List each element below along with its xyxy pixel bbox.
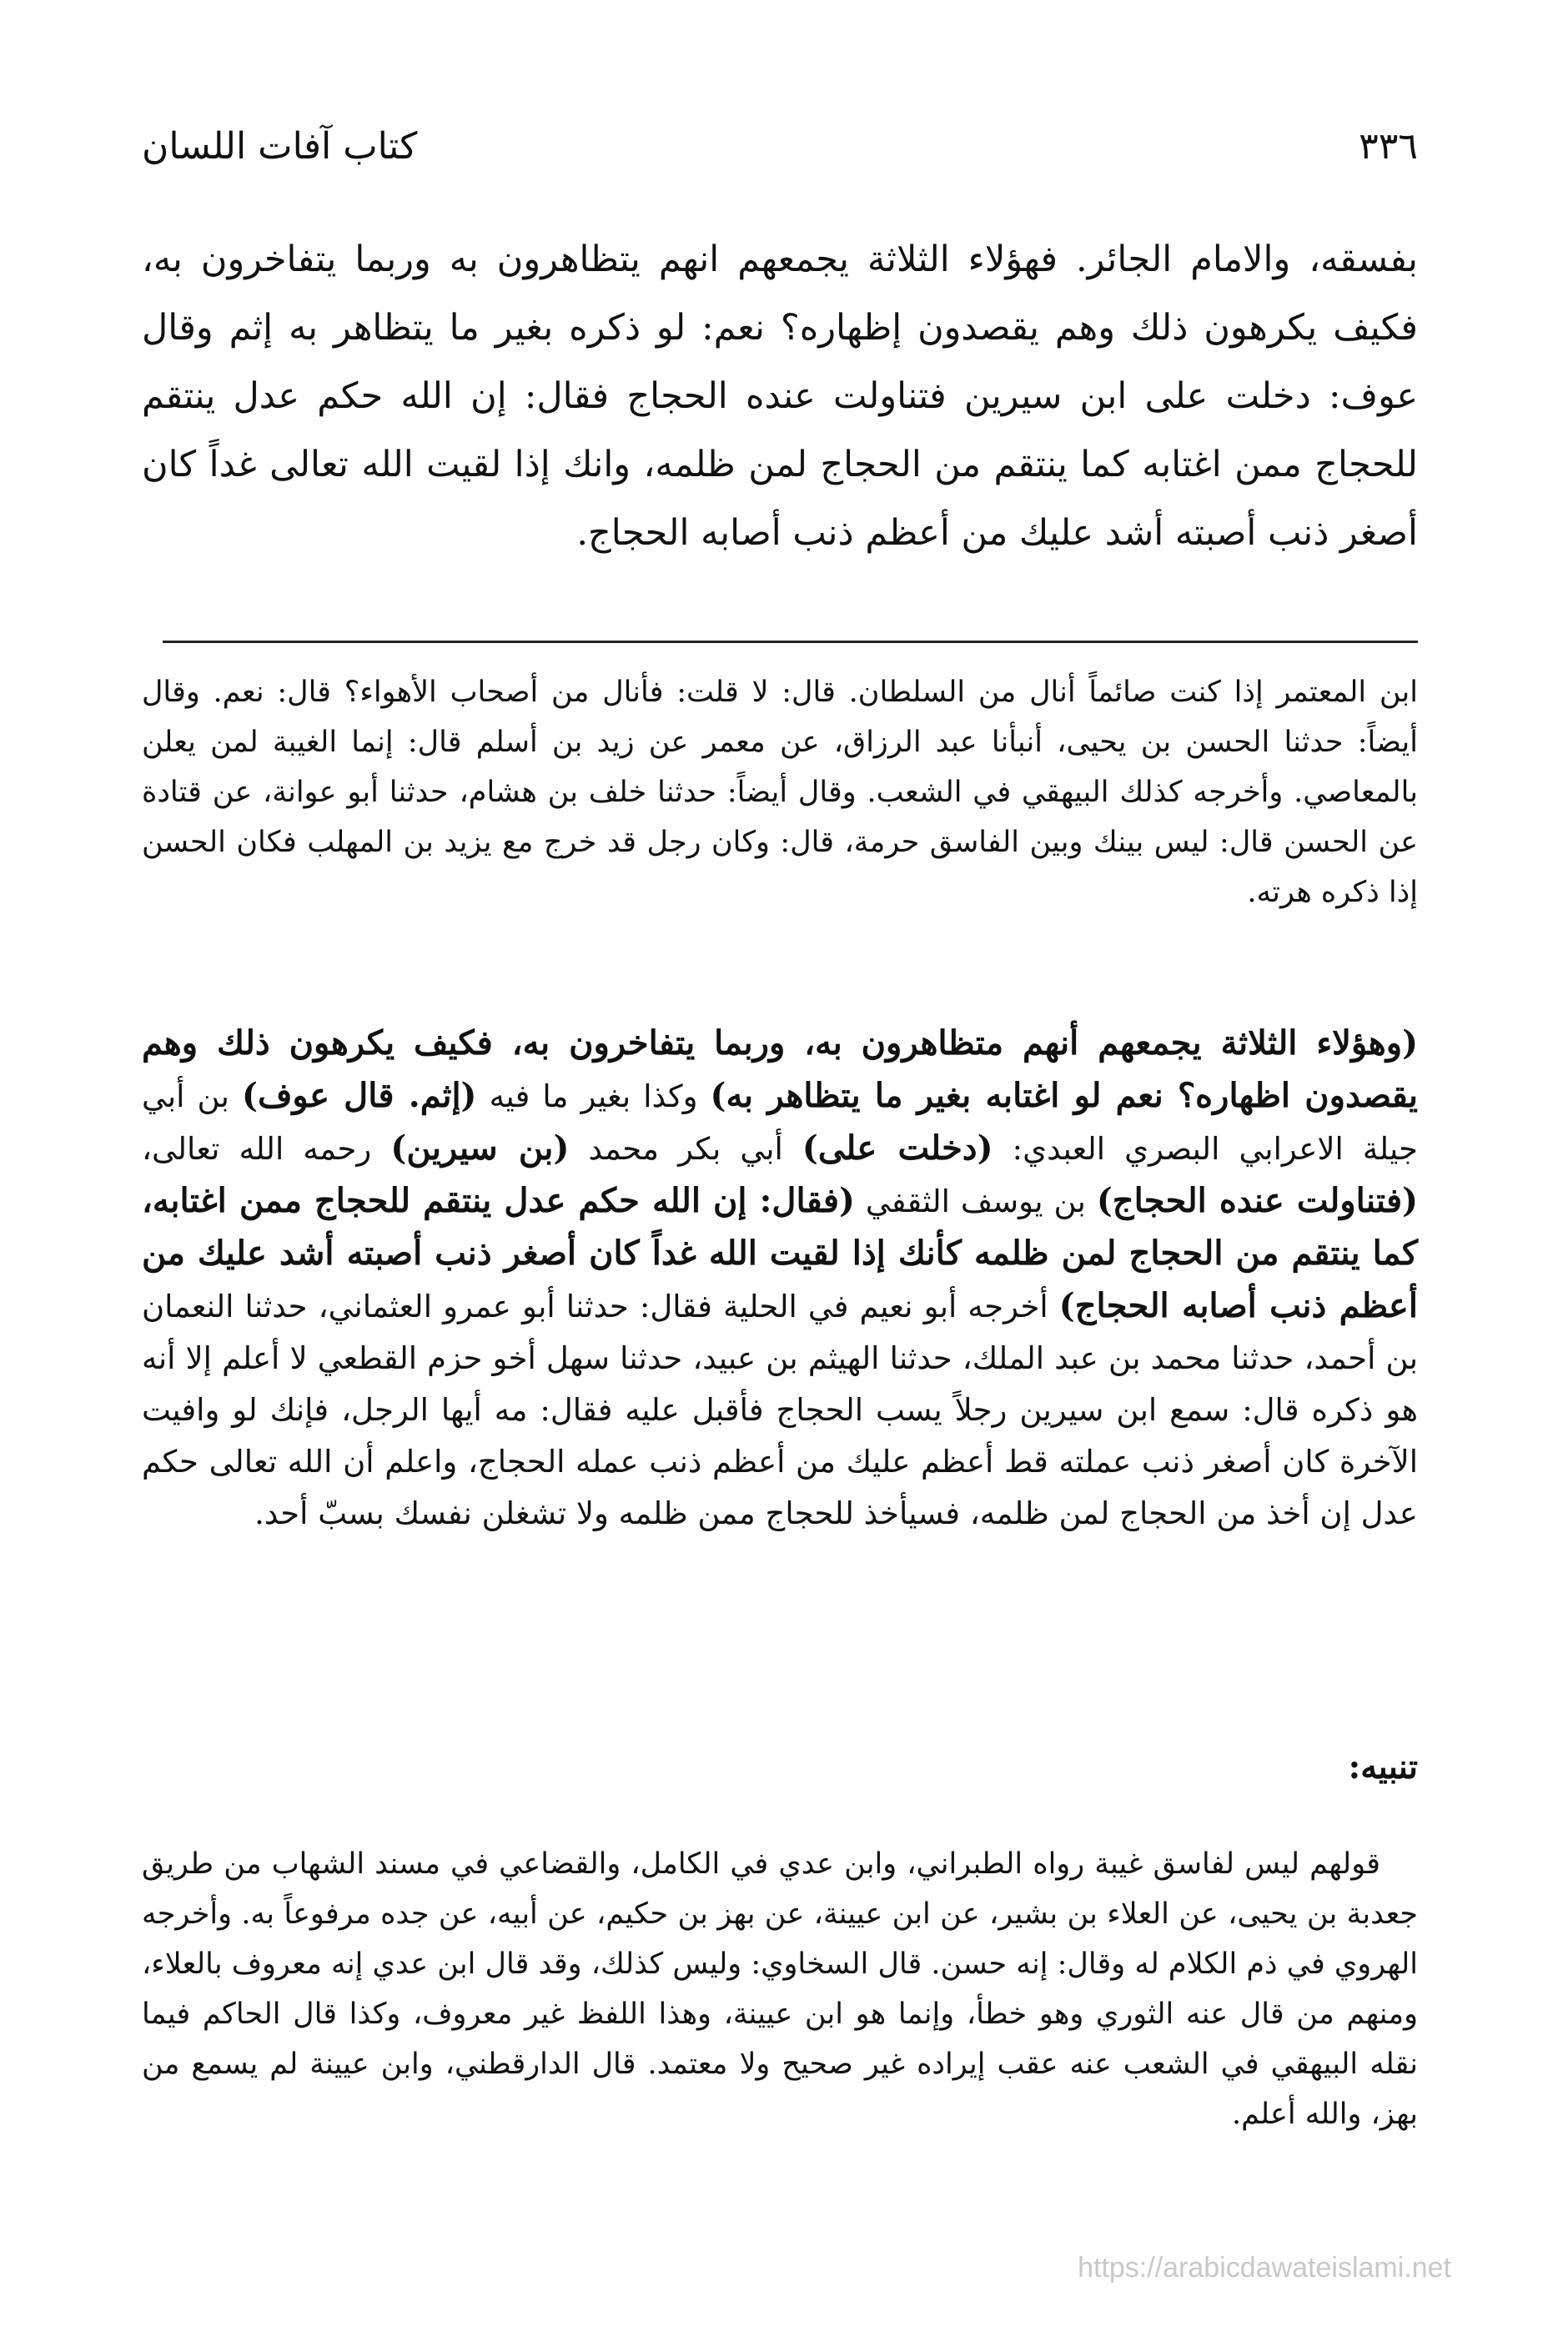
page-header	[142, 125, 1418, 183]
book-title: كتاب آفات اللسان	[142, 125, 418, 168]
commentary-span: بن أبي جيلة الاعرابي البصري العبدي:	[142, 1078, 1418, 1167]
quoted-text: (دخلت على)	[802, 1128, 993, 1168]
commentary-span: وكذا بغير ما فيه	[476, 1078, 711, 1114]
footnote-text: ابن المعتمر إذا كنت صائماً أنال من السلطان. قال: لا قلت: فأنال من أصحاب الأهواء؟ قال: نعم. وقال أيضاً: حدثنا الحسن بن يحيى، أنبأنا عبد الرزاق، عن معمر عن زيد بن أسلم قال: إنما الغيبة لمن يعلن بالمعاصي. وأخرجه كذلك البيهقي في الشعب. وقال أيضاً: حدثنا خلف بن هشام، حدثنا أبو عوانة، عن قتادة عن الحسن قال: ليس بينك وبين الفاسق حرمة، قال: وكان رجل قد خرج مع يزيد بن المهلب فكان الحسن إذا ذكره هرته.	[142, 676, 1418, 909]
main-text: بفسقه، والامام الجائر. فهؤلاء الثلاثة يجمعهم انهم يتظاهرون به وربما يتفاخرون به، فكيف يكرهون ذلك وهم يقصدون إظهاره؟ نعم: لو ذكره بغير ما يتظاهر به إثم وقال عوف: دخلت على ابن سيرين فتناولت عنده الحجاج فقال: إن الله حكم عدل ينتقم للحجاج ممن اغتابه كما ينتقم من الحجاج لمن ظلمه، وانك إذا لقيت الله تعالى غداً كان أصغر ذنب أصبته أشد عليك من أعظم ذنب أصابه الحجاج.	[142, 239, 1418, 554]
commentary-text	[142, 1018, 1418, 1540]
note-text	[142, 1839, 1418, 2139]
page-number: ٣٣٦	[1359, 125, 1418, 168]
note-heading: تنبيه:	[1348, 1747, 1418, 1787]
quoted-text: (وهؤلاء الثلاثة يجمعهم أنهم متظاهرون به، وربما يتفاخرون به، فكيف يكرهون ذلك وهم يقصدون اظهاره؟ نعم لو اغتابه بغير ما يتظاهر به)	[142, 1023, 1418, 1115]
quoted-text: (فتناولت عنده الحجاج)	[1096, 1181, 1419, 1220]
commentary-span: أخرجه أبو نعيم في الحلية فقال: حدثنا أبو عمرو العثماني، حدثنا النعمان بن أحمد، حدثنا محمد بن عبد الملك، حدثنا الهيثم بن عبيد، حدثنا سهل أخو حزم القطعي لا أعلم إلا أنه هو ذكره قال: سمع ابن سيرين رجلاً يسب الحجاج فأقبل عليه فقال: مه أيها الرجل، فإنك لو وافيت الآخرة كان أصغر ذنب عملته قط أعظم عليك من أعظم ذنب عمله الحجاج، واعلم أن الله تعالى حكم عدل إن أخذ من الحجاج لمن ظلمه، فسيأخذ للحجاج ممن ظلمه ولا تشغلن نفسك بسبّ أحد.	[142, 1289, 1418, 1531]
book-page	[142, 100, 1418, 2285]
commentary-span: بن يوسف الثقفي	[854, 1184, 1097, 1219]
quoted-text: (فقال: إن الله حكم عدل ينتقم للحجاج ممن اغتابه، كما ينتقم من الحجاج لمن ظلمه كأنك إذا لقيت الله غداً كان أصغر ذنب أصبته أشد عليك من أعظم ذنب أصابه الحجاج)	[142, 1181, 1419, 1325]
quoted-text: (إثم. قال عوف)	[242, 1076, 477, 1115]
note-paragraph: قولهم ليس لفاسق غيبة رواه الطبراني، وابن عدي في الكامل، والقضاعي في مسند الشهاب من طريق جعدبة بن يحيى، عن العلاء بن بشير، عن ابن عيينة، عن بهز بن حكيم، عن أبيه، عن جده مرفوعاً به. وأخرجه الهروي في ذم الكلام له وقال: إنه حسن. قال السخاوي: وليس كذلك، وقد قال ابن عدي إنه معروف بالعلاء، ومنهم من قال عنه الثوري وهو خطأ، وإنما هو ابن عيينة، وهذا اللفظ غير معروف، وكذا قال الحاكم فيما نقله البيهقي في الشعب عنه عقب إيراده غير صحيح ولا معتمد. قال الدارقطني، وابن عيينة لم يسمع من بهز، والله أعلم.	[142, 1847, 1419, 2131]
watermark: https://arabicdawateislami.net	[1078, 2252, 1451, 2284]
footnote-divider	[163, 641, 1418, 643]
commentary-span: أبي بكر محمد	[569, 1131, 802, 1167]
commentary-span: رحمه الله تعالى،	[142, 1131, 391, 1167]
quoted-text: (بن سيرين)	[390, 1128, 570, 1168]
